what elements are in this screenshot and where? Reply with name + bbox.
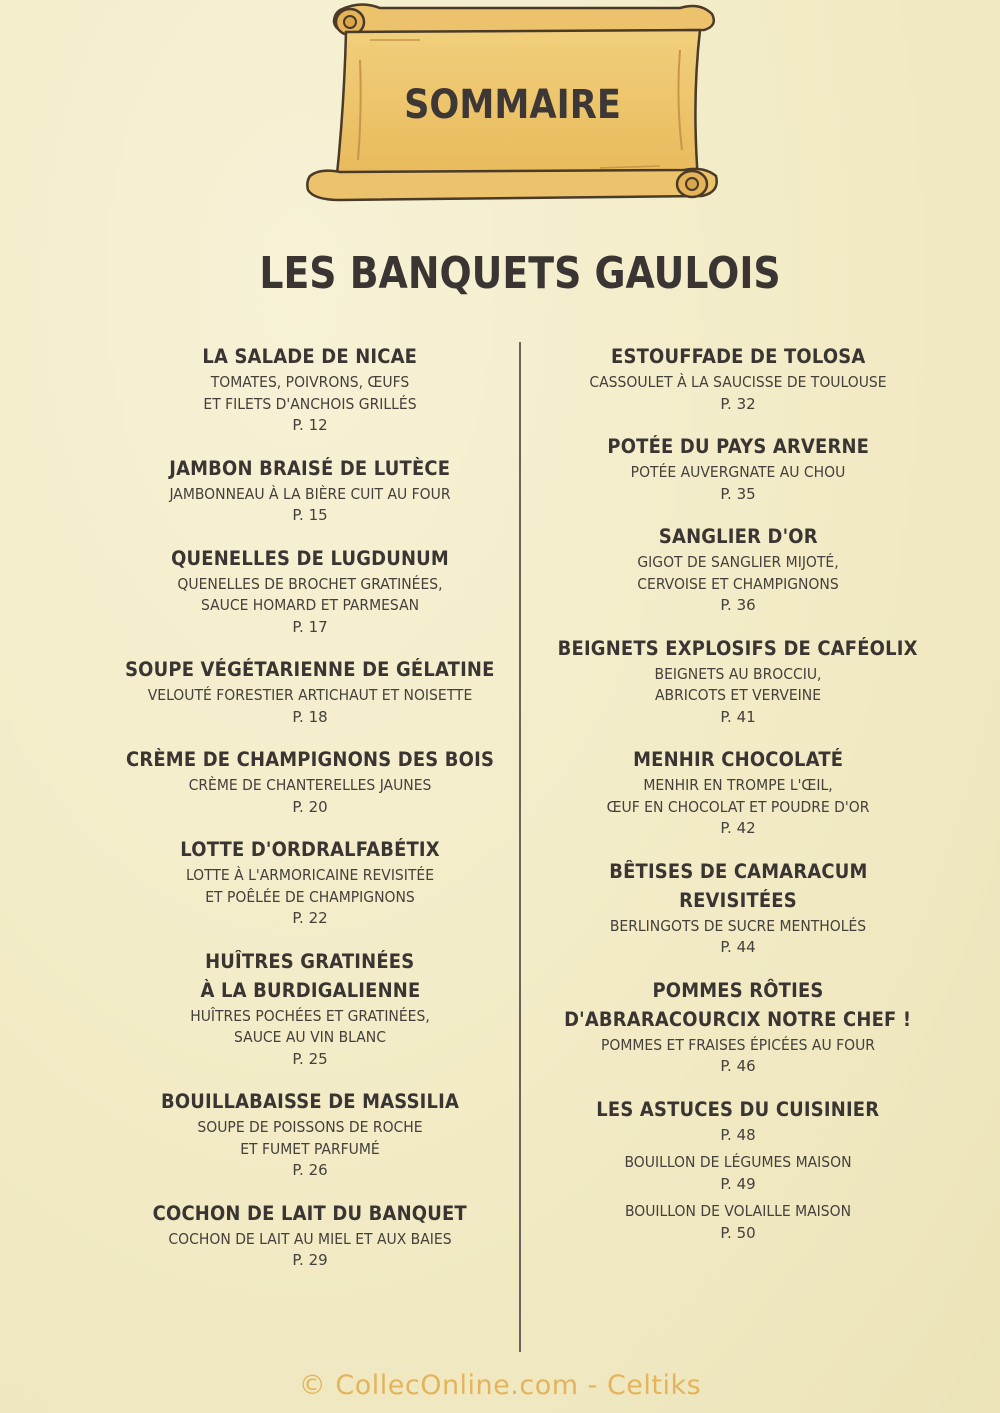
entry-title-line [528,523,948,552]
entry-page: P. 32 [720,394,756,413]
entry-description: MENHIR EN TROMPE L'ŒIL, [643,776,833,794]
entry-description: LOTTE À L'ARMORICAINE REVISITÉE [185,866,435,884]
entry-title-line [100,545,520,574]
entry-sub-description: BOUILLON DE LÉGUMES MAISON [624,1153,852,1171]
entry-description: CASSOULET À LA SAUCISSE DE TOULOUSE [589,373,887,391]
menu-entry [100,455,520,527]
left-column [100,343,520,1290]
entry-page: P. 36 [720,596,756,614]
entry-description: CRÈME DE CHANTERELLES JAUNES [188,776,432,794]
menu-entry [100,1088,520,1182]
entry-description: BEIGNETS AU BROCCIU, [654,664,822,683]
entry-description: SAUCE HOMARD ET PARMESAN [200,596,420,614]
entry-sub-description: BOUILLON DE VOLAILLE MAISON [624,1202,852,1220]
menu-entry [528,635,948,729]
entry-page: P. 35 [720,484,756,503]
entry-page: P. 22 [292,909,328,927]
entry-description: CERVOISE ET CHAMPIGNONS [637,574,839,593]
entry-page: P. 41 [720,707,756,726]
menu-entry [100,656,520,728]
entry-title-line [100,948,520,977]
entry-title: À LA BURDIGALIENNE [200,978,420,1002]
entry-title-line [528,1006,948,1035]
entry-page: P. 29 [292,1251,328,1269]
entry-description: HUÎTRES POCHÉES ET GRATINÉES, [190,1006,430,1025]
menu-entry [100,343,520,437]
entry-description: ŒUF EN CHOCOLAT ET POUDRE D'OR [606,797,870,816]
entry-title: LES ASTUCES DU CUISINIER [596,1097,880,1121]
entry-title-line [528,887,948,916]
entry-title-line [100,455,520,484]
page-title: LES BANQUETS GAULOIS [259,248,781,299]
menu-entry [100,948,520,1071]
entry-description: VELOUTÉ FORESTIER ARTICHAUT ET NOISETTE [147,686,473,704]
entry-title: BOUILLABAISSE DE MASSILIA [160,1090,460,1113]
entry-title: MENHIR CHOCOLATÉ [632,748,844,771]
entry-description: COCHON DE LAIT AU MIEL ET AUX BAIES [168,1229,452,1248]
entry-title: LA SALADE DE NICAE [202,345,418,368]
entry-title-line [528,343,948,372]
entry-title: REVISITÉES [679,888,797,912]
entry-title: LOTTE D'ORDRALFABÉTIX [180,838,440,861]
entry-sub-page: P. 49 [720,1174,756,1193]
entry-page: P. 26 [292,1161,328,1179]
entry-description: ET POÊLÉE DE CHAMPIGNONS [205,887,415,906]
entry-page: P. 12 [292,416,328,434]
menu-entry [528,523,948,617]
entry-page: P. 44 [720,938,756,956]
entry-title-line [100,1088,520,1117]
entry-page: P. 20 [292,797,328,816]
entry-title-line [100,836,520,865]
entry-title: BÊTISES DE CAMARACUM [608,859,868,883]
entry-page: P. 17 [292,617,328,636]
entry-title-line [100,746,520,775]
entry-description: POTÉE AUVERGNATE AU CHOU [630,463,846,481]
entry-title: COCHON DE LAIT DU BANQUET [152,1201,468,1225]
entry-description: GIGOT DE SANGLIER MIJOTÉ, [637,553,839,571]
entry-page: P. 18 [292,707,328,726]
entry-title-line [100,343,520,372]
entry-title: CRÈME DE CHAMPIGNONS DES BOIS [125,748,495,771]
menu-entry [100,836,520,930]
entry-sub-page: P. 50 [720,1223,756,1242]
menu-entry [528,433,948,505]
scroll-banner [300,0,725,205]
entry-description: ET FILETS D'ANCHOIS GRILLÉS [203,394,417,413]
entry-description: TOMATES, POIVRONS, ŒUFS [210,373,410,391]
menu-entry [528,746,948,840]
entry-title: ESTOUFFADE DE TOLOSA [610,345,866,368]
entry-title: POMMES RÔTIES [652,978,824,1002]
entry-description: ET FUMET PARFUMÉ [240,1139,380,1158]
scroll-title: SOMMAIRE [404,82,621,128]
entry-title-line [100,656,520,685]
entry-page: P. 25 [292,1049,328,1068]
menu-entry [528,1096,948,1245]
entry-title-line [528,746,948,775]
entry-title: HUÎTRES GRATINÉES [205,949,415,973]
entry-description: SAUCE AU VIN BLANC [234,1028,386,1046]
entry-description: QUENELLES DE BROCHET GRATINÉES, [177,574,443,593]
entry-title: SOUPE VÉGÉTARIENNE DE GÉLATINE [125,658,495,681]
entry-page: P. 48 [720,1125,756,1144]
right-column [528,343,948,1262]
entry-description: SOUPE DE POISSONS DE ROCHE [197,1118,423,1136]
entry-title-line [528,977,948,1006]
entry-title: D'ABRARACOURCIX NOTRE CHEF ! [564,1007,912,1031]
entry-title: POTÉE DU PAYS ARVERNE [607,435,869,458]
entry-title: JAMBON BRAISÉ DE LUTÈCE [169,456,451,480]
menu-entry [100,545,520,639]
entry-description: JAMBONNEAU À LA BIÈRE CUIT AU FOUR [169,484,451,503]
entry-title-line [528,1096,948,1125]
entry-title: BEIGNETS EXPLOSIFS DE CAFÉOLIX [558,636,918,660]
entry-title-line [528,858,948,887]
entry-page: P. 15 [292,506,328,524]
entry-description: ABRICOTS ET VERVEINE [654,686,822,704]
entry-description: POMMES ET FRAISES ÉPICÉES AU FOUR [600,1035,875,1054]
menu-entry [528,343,948,415]
entry-title-line [100,977,520,1006]
entry-page: P. 46 [720,1057,756,1075]
entry-page: P. 42 [720,819,756,837]
entry-title: QUENELLES DE LUGDUNUM [171,546,449,570]
entry-title-line [528,433,948,462]
menu-entry [528,977,948,1078]
menu-entry [100,746,520,818]
entry-title-line [528,635,948,664]
entry-title: SANGLIER D'OR [658,525,818,548]
menu-entry [528,858,948,959]
entry-description: BERLINGOTS DE SUCRE MENTHOLÉS [609,916,867,935]
menu-entry [100,1200,520,1272]
entry-title-line [100,1200,520,1229]
watermark: © CollecOnline.com - Celtiks [298,1370,702,1401]
